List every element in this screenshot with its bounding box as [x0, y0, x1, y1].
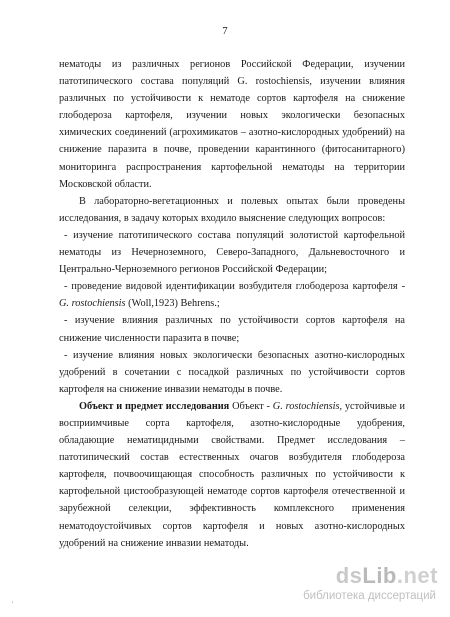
object-text: Объект -	[232, 400, 270, 412]
page-number: 7	[222, 26, 228, 37]
watermark-subtitle: библиотека диссертаций	[303, 590, 436, 602]
list-item-varieties: - изучение влияния различных по устойчивости сортов картофеля на снижение численности паразита в почве;	[59, 315, 405, 344]
scan-artifact-mark: ,	[12, 598, 14, 604]
paragraph-research-intro: В лабораторно-вегетационных и полевых опытах были проведены исследования, в задачу которых входило выяснение следующих вопросов:	[59, 195, 405, 224]
dslib-watermark	[238, 563, 438, 605]
object-text: устойчивые и восприимчивые сорта картофеля, азотно-кислородные удобрения, обладающие нематицидными свойствами. Предмет исследования – патотипический состав естественных очагов возбудителя глободероза картофеля, почвоочищающая способность различных по устойчивости к картофельной цистообразующей нематоде сортов картофеля отечественной и зарубежной селекции, эффективность комплексного применения нематодоустойчивых сортов картофеля и новых азотно-кислородных удобрений на снижение инвазии нематоды.	[59, 400, 405, 549]
dslib-logo: dsLib.net	[335, 563, 438, 588]
list-item-identification	[59, 278, 405, 312]
paragraph-continuation: нематоды из различных регионов Российской Федерации, изучении патотипического состава популяций G. rostochiensis, изучении влияния различных по устойчивости к нематоде сортов картофеля на снижение глободероза картофеля, изучении новых экологически безопасных химических соединений (агрохимикатов – азотно-кислородных удобрений) на снижение паразита в почве, проведении карантинного (фитосанитарного) мониторинга распространения картофельной нематоды на территории Московской области.	[59, 59, 405, 190]
list-item-pathotype: - изучение патотипического состава популяций золотистой картофельной нематоды из Нечерноземного, Северо-Западного, Дальневосточного и Центрально-Черноземного регионов Российской Федерации;	[59, 229, 405, 276]
list-item-fertilizers: - изучение влияния новых экологически безопасных азотно-кислородных удобрений в сочетании с посадкой различных по устойчивости сортов картофеля на снижение инвазии нематоды в почве.	[59, 349, 405, 395]
species-name: G. rostochiensis,	[272, 400, 343, 412]
list-item-text: (Woll,1923) Behrens.;	[128, 298, 220, 310]
document-body	[59, 56, 405, 552]
list-item-text: - проведение видовой идентификации возбудителя глободероза картофеля -	[64, 281, 405, 293]
paragraph-object-subject	[59, 398, 405, 552]
species-name: G. rostochiensis	[59, 298, 126, 310]
section-heading: Объект и предмет исследования	[79, 400, 230, 412]
